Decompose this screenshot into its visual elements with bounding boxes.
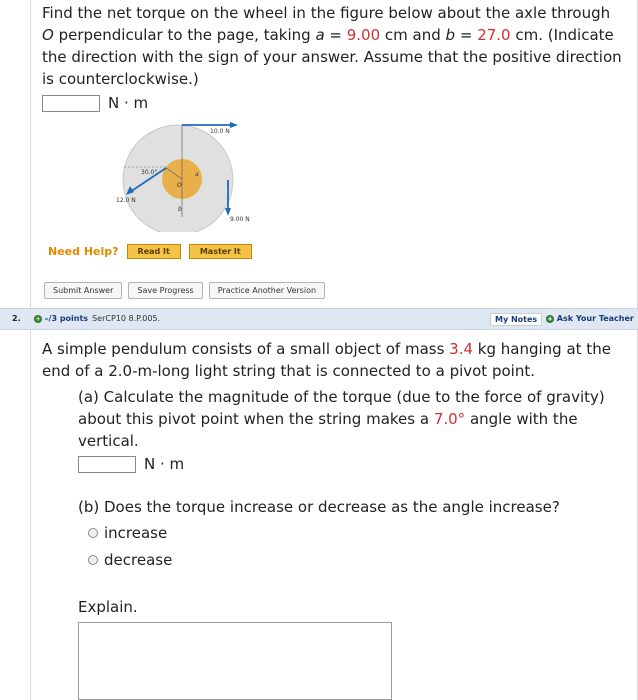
need-help-label: Need Help?: [48, 245, 119, 258]
q1-var-a: a: [315, 26, 325, 44]
question-2-intro: A simple pendulum consists of a small object of mass 3.4 kg hanging at the end of a 2.0-m-long light string that is connected to a pivot point.: [42, 340, 611, 380]
read-it-button[interactable]: Read It: [127, 244, 181, 259]
option-increase[interactable]: [88, 524, 167, 542]
master-it-button[interactable]: Master It: [189, 244, 252, 259]
q1-var-o: O: [42, 26, 54, 44]
label-angle: 30.0°: [141, 169, 158, 176]
q1-line4: is counterclockwise.): [42, 70, 199, 88]
question-2-header: [0, 308, 638, 330]
q2-angle-value: 7.0°: [433, 410, 466, 428]
ask-teacher-button[interactable]: [546, 314, 634, 323]
practice-another-version-button[interactable]: Practice Another Version: [209, 282, 325, 299]
submit-answer-button[interactable]: Submit Answer: [44, 282, 122, 299]
label-o: O: [177, 182, 182, 189]
explain-label: Explain.: [78, 598, 138, 616]
expand-icon[interactable]: +: [35, 315, 41, 323]
q1-line3: the direction with the sign of your answer. Assume that the positive direction: [42, 48, 622, 66]
need-help-row: [48, 244, 252, 259]
q2a-unit: N · m: [144, 455, 185, 473]
q1-answer-row: [42, 94, 148, 112]
option-increase-label: increase: [104, 524, 168, 542]
q1-action-buttons: [44, 282, 325, 299]
label-12n: 12.0 N: [116, 197, 136, 204]
label-b: b: [178, 206, 182, 213]
q1-var-b: b: [445, 26, 456, 44]
q1-unit: N · m: [108, 94, 149, 112]
points-info: [34, 314, 160, 323]
question-number: 2.: [12, 314, 21, 323]
save-progress-button[interactable]: Save Progress: [128, 282, 202, 299]
q2a-answer-input[interactable]: [78, 456, 136, 473]
force-9n-arrowhead: [225, 208, 231, 216]
q2a-answer-row: [78, 455, 184, 473]
q1-line2: perpendicular to the page, taking: [53, 26, 316, 44]
force-10n-arrowhead: [230, 122, 238, 128]
q1-line1: Find the net torque on the wheel in the figure below about the axle through: [42, 4, 611, 22]
points-label: –/3 points: [44, 314, 89, 323]
label-a: a: [195, 171, 199, 178]
my-notes-button[interactable]: My Notes: [490, 313, 542, 326]
plus-icon: +: [547, 315, 553, 323]
explain-textarea[interactable]: [78, 622, 392, 700]
radio-decrease[interactable]: [88, 555, 98, 565]
radio-increase[interactable]: [88, 528, 98, 538]
question-2a-text: (a) Calculate the magnitude of the torque (due to the force of gravity) about this pivot point when the string makes a 7.0° angle with the vertical.: [78, 388, 605, 450]
question-2b-text: (b) Does the torque increase or decrease as the angle increase?: [78, 498, 560, 516]
question-1-text: Find the net torque on the wheel in the figure below about the axle through O perpendicular to the page, taking a = 9.00 cm and b = 27.0 cm. (Indicate the direction with the sign of your answer. Assume that the positive direction is counterclockwise.): [42, 4, 622, 88]
q2-mass-value: 3.4: [449, 340, 474, 358]
label-10n: 10.0 N: [210, 128, 230, 135]
option-decrease[interactable]: [88, 551, 172, 569]
option-decrease-label: decrease: [104, 551, 173, 569]
wheel-figure: [110, 122, 270, 232]
q1-value-a: 9.00: [346, 26, 381, 44]
q1-value-b: 27.0: [477, 26, 511, 44]
label-9n: 9.00 N: [230, 216, 250, 223]
question-code: SerCP10 8.P.005.: [92, 314, 161, 323]
q1-answer-input[interactable]: [42, 95, 100, 112]
ask-teacher-label: Ask Your Teacher: [556, 314, 634, 323]
